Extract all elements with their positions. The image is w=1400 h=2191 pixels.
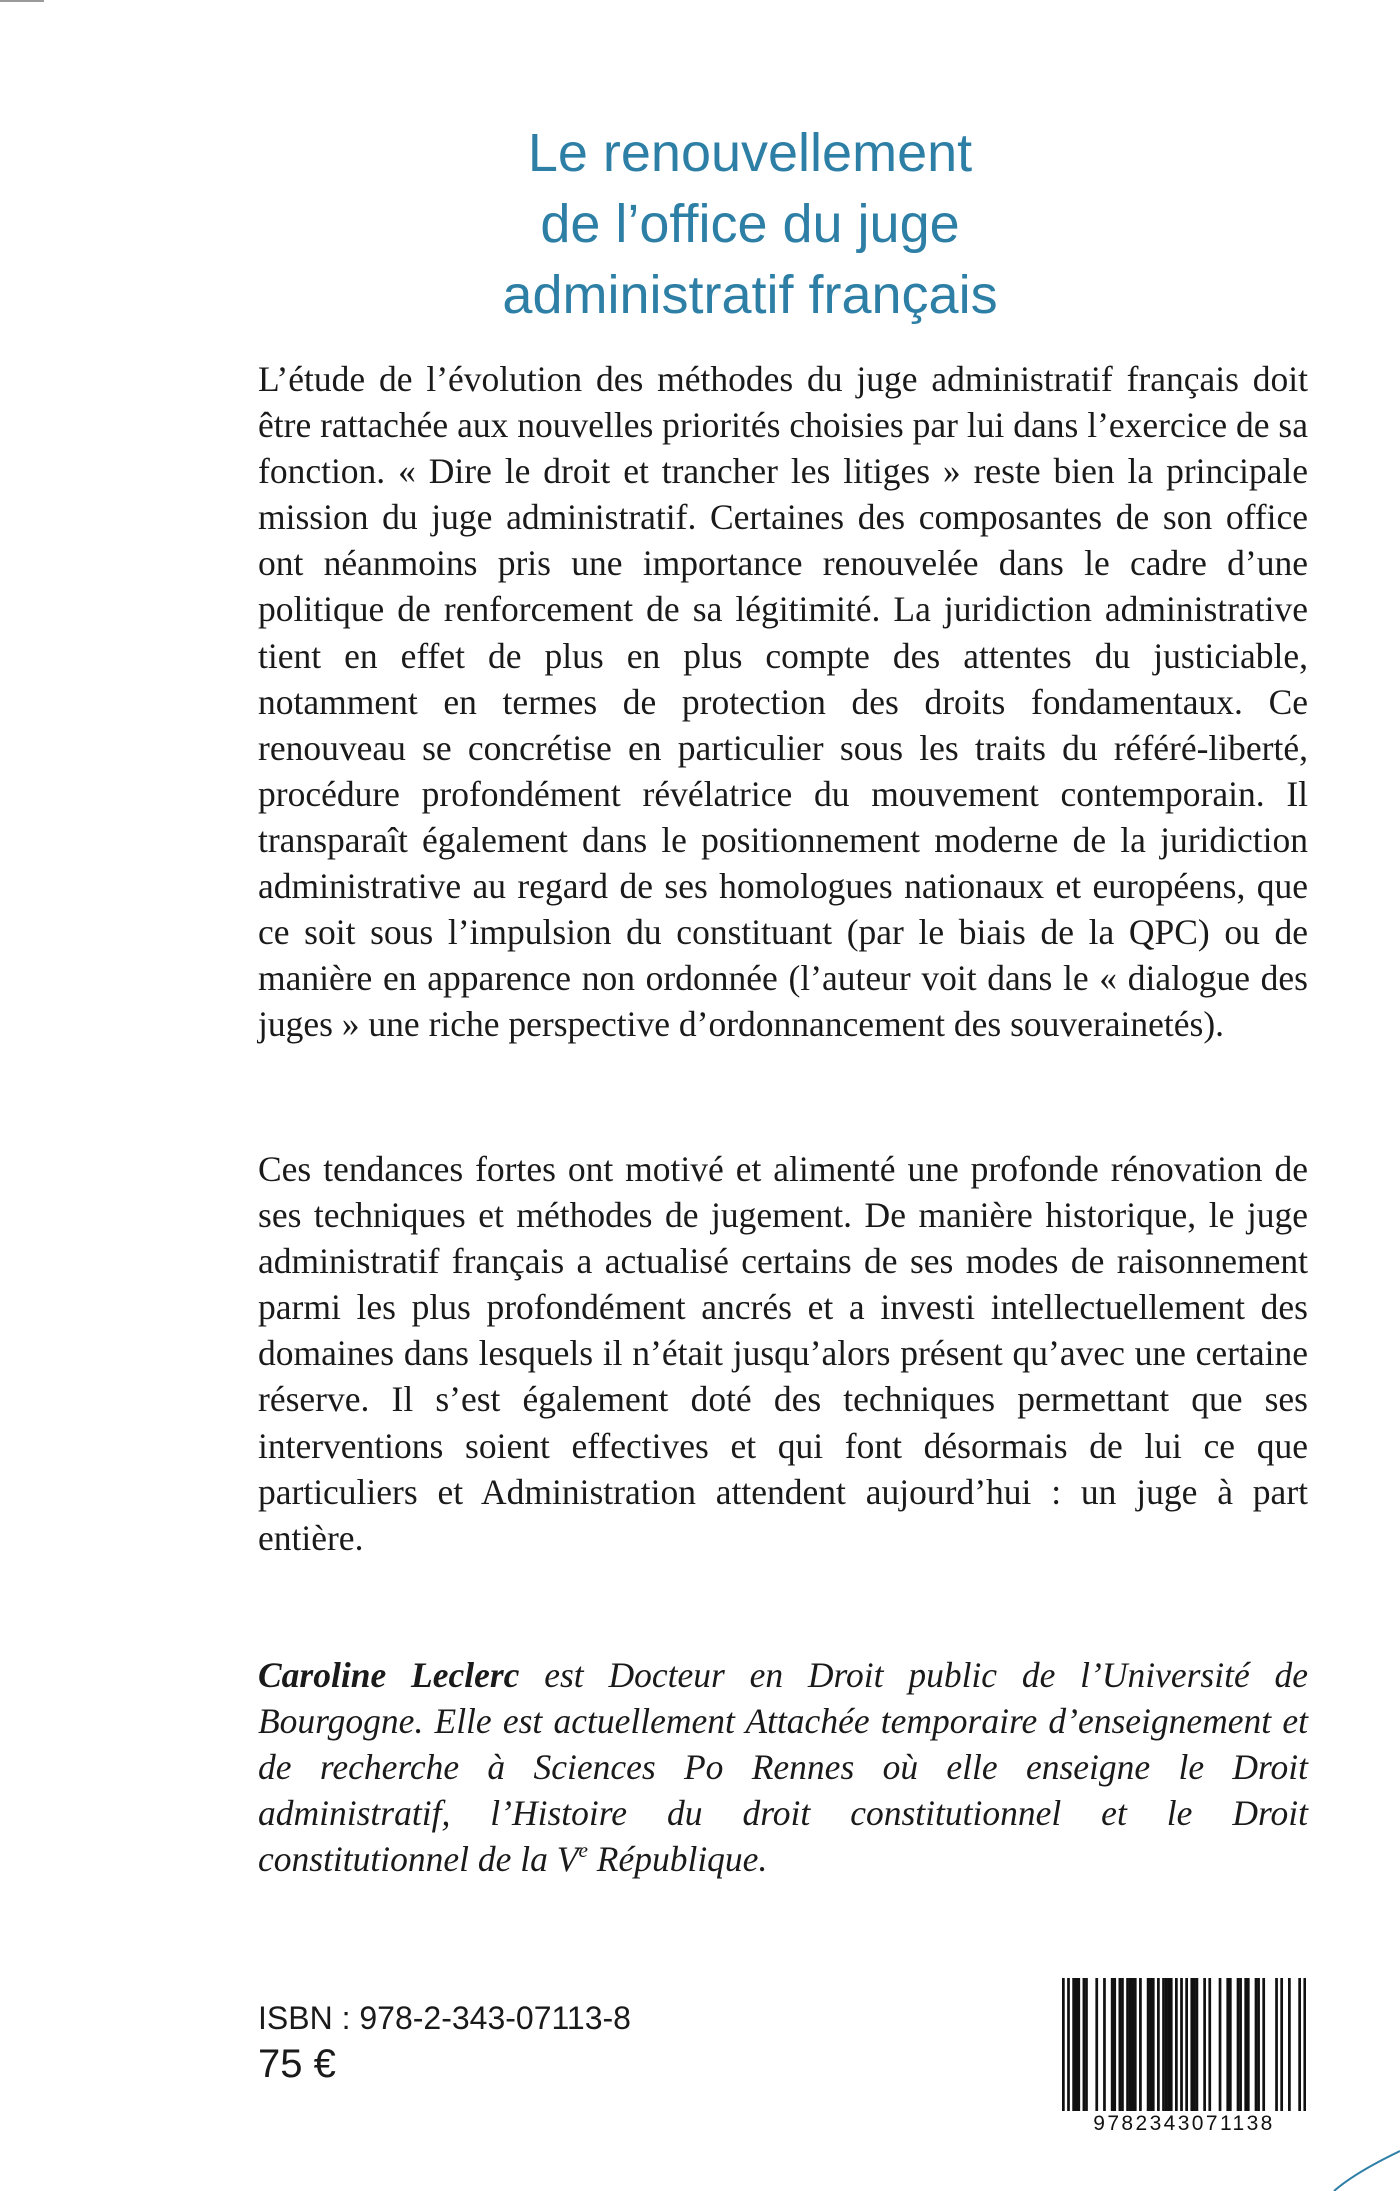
barcode-bar [1119,1978,1122,2111]
barcode-bar [1180,1978,1183,2111]
corner-swoosh-decoration [1320,2145,1400,2191]
barcode-bar [1085,1978,1088,2111]
barcode-bar [1162,1978,1165,2111]
barcode-bar [1237,1978,1240,2111]
barcode-bar [1149,1978,1152,2111]
barcode-bar [1152,1978,1155,2111]
barcode-bar [1303,1978,1306,2111]
barcode-bar [1203,1978,1206,2111]
barcode-bar [1131,1978,1134,2111]
summary-paragraph-2: Ces tendances fortes ont motivé et alimenté une profonde rénovation de ses techniques et méthodes de jugement. De manière historique, le juge administratif français a actualisé certains de ses modes de raisonnement parmi les plus profondément ancrés et a investi intellectuellement des domaines dans lesquels il n’était jusqu’alors présent qu’avec une certaine réserve. Il s’est également doté des techniques permettant que ses interventions soient effectives et qui font désormais de lui ce que particuliers et Administration attendent aujourd’hui : un juge à part entière. [258,1149,1308,1558]
crop-mark [0,0,44,2]
barcode-bar [1072,1978,1075,2111]
barcode-bar [1193,1978,1196,2111]
barcode-bar [1103,1978,1106,2111]
barcode-bar [1113,1978,1116,2111]
barcode [1062,1978,1306,2111]
price-label: 75 € [258,2042,336,2086]
title-line-2: de l’office du juge [540,194,960,254]
barcode-bar [1226,1978,1229,2111]
barcode-bar [1111,1978,1114,2111]
book-title [200,118,1300,331]
barcode-bar [1083,1978,1086,2111]
barcode-bar [1139,1978,1142,2111]
author-bio-text: est Docteur en Droit public de l’Université de Bourgogne. Elle est actuellement Attachée temporaire d’enseignement et de recherche à Sciences Po Rennes où elle enseigne le Droit administratif, l’Histoire du droit constitutionnel et le Droit constitutionnel de la V [258,1655,1309,1880]
barcode-bar [1208,1978,1211,2111]
barcode-bar [1170,1978,1173,2111]
barcode-bar [1157,1978,1160,2111]
barcode-bar [1190,1978,1193,2111]
summary-paragraph-1: L’étude de l’évolution des méthodes du juge administratif français doit être rattachée aux nouvelles priorités choisies par lui dans l’exercice de sa fonction. « Dire le droit et trancher les litiges » reste bien la principale mission du juge administratif. Certaines des composantes de son office ont néanmoins pris une importance renouvelée dans le cadre d’une politique de renforcement de sa légitimité. La juridiction administrative tient en effet de plus en plus compte des attentes du justiciable, notamment en termes de protection des droits fondamentaux. Ce renouveau se concrétise en particulier sous les traits du référé-liberté, procédure profondément révélatrice du mouvement contemporain. Il transparaît également dans le positionnement moderne de la juridiction administrative au regard de ses homologues nationaux et européens, que ce soit sous l’impulsion du constituant (par le biais de la QPC) ou de manière en apparence non ordonnée (l’auteur voit dans le « dialogue des juges » une riche perspective d’ordonnancement des souverainetés). [258,359,1308,1045]
author-bio-superscript: e [578,1838,588,1863]
barcode-bar [1147,1978,1150,2111]
barcode-bar [1095,1978,1098,2111]
barcode-bar [1167,1978,1170,2111]
barcode-bar [1239,1978,1242,2111]
author-bio-end: République. [587,1839,768,1880]
barcode-bar [1121,1978,1124,2111]
barcode-bar [1129,1978,1132,2111]
barcode-bar [1288,1978,1291,2111]
barcode-bar [1134,1978,1137,2111]
isbn-label: ISBN : 978-2-343-07113-8 [258,2000,631,2036]
barcode-bar [1185,1978,1188,2111]
barcode-bar [1275,1978,1278,2111]
barcode-bar [1196,1978,1199,2111]
barcode-bar [1175,1978,1178,2111]
barcode-bar [1229,1978,1232,2111]
barcode-digits: 9782343071138 [1093,2112,1275,2135]
barcode-bar [1219,1978,1222,2111]
author-bio [258,1652,1308,1882]
barcode-bar [1062,1978,1065,2111]
barcode-bar [1255,1978,1258,2111]
barcode-bar [1244,1978,1247,2111]
barcode-bar [1067,1978,1070,2111]
barcode-bar [1247,1978,1250,2111]
title-line-1: Le renouvellement [527,123,973,183]
barcode-bar [1262,1978,1265,2111]
barcode-bar [1280,1978,1283,2111]
author-name: Caroline Leclerc [258,1655,520,1695]
barcode-bar [1257,1978,1260,2111]
barcode-bar [1075,1978,1078,2111]
barcode-bar [1165,1978,1168,2111]
barcode-bar [1298,1978,1301,2111]
barcode-bar [1077,1978,1080,2111]
title-line-3: administratif français [502,265,998,325]
barcode-bar [1126,1978,1129,2111]
